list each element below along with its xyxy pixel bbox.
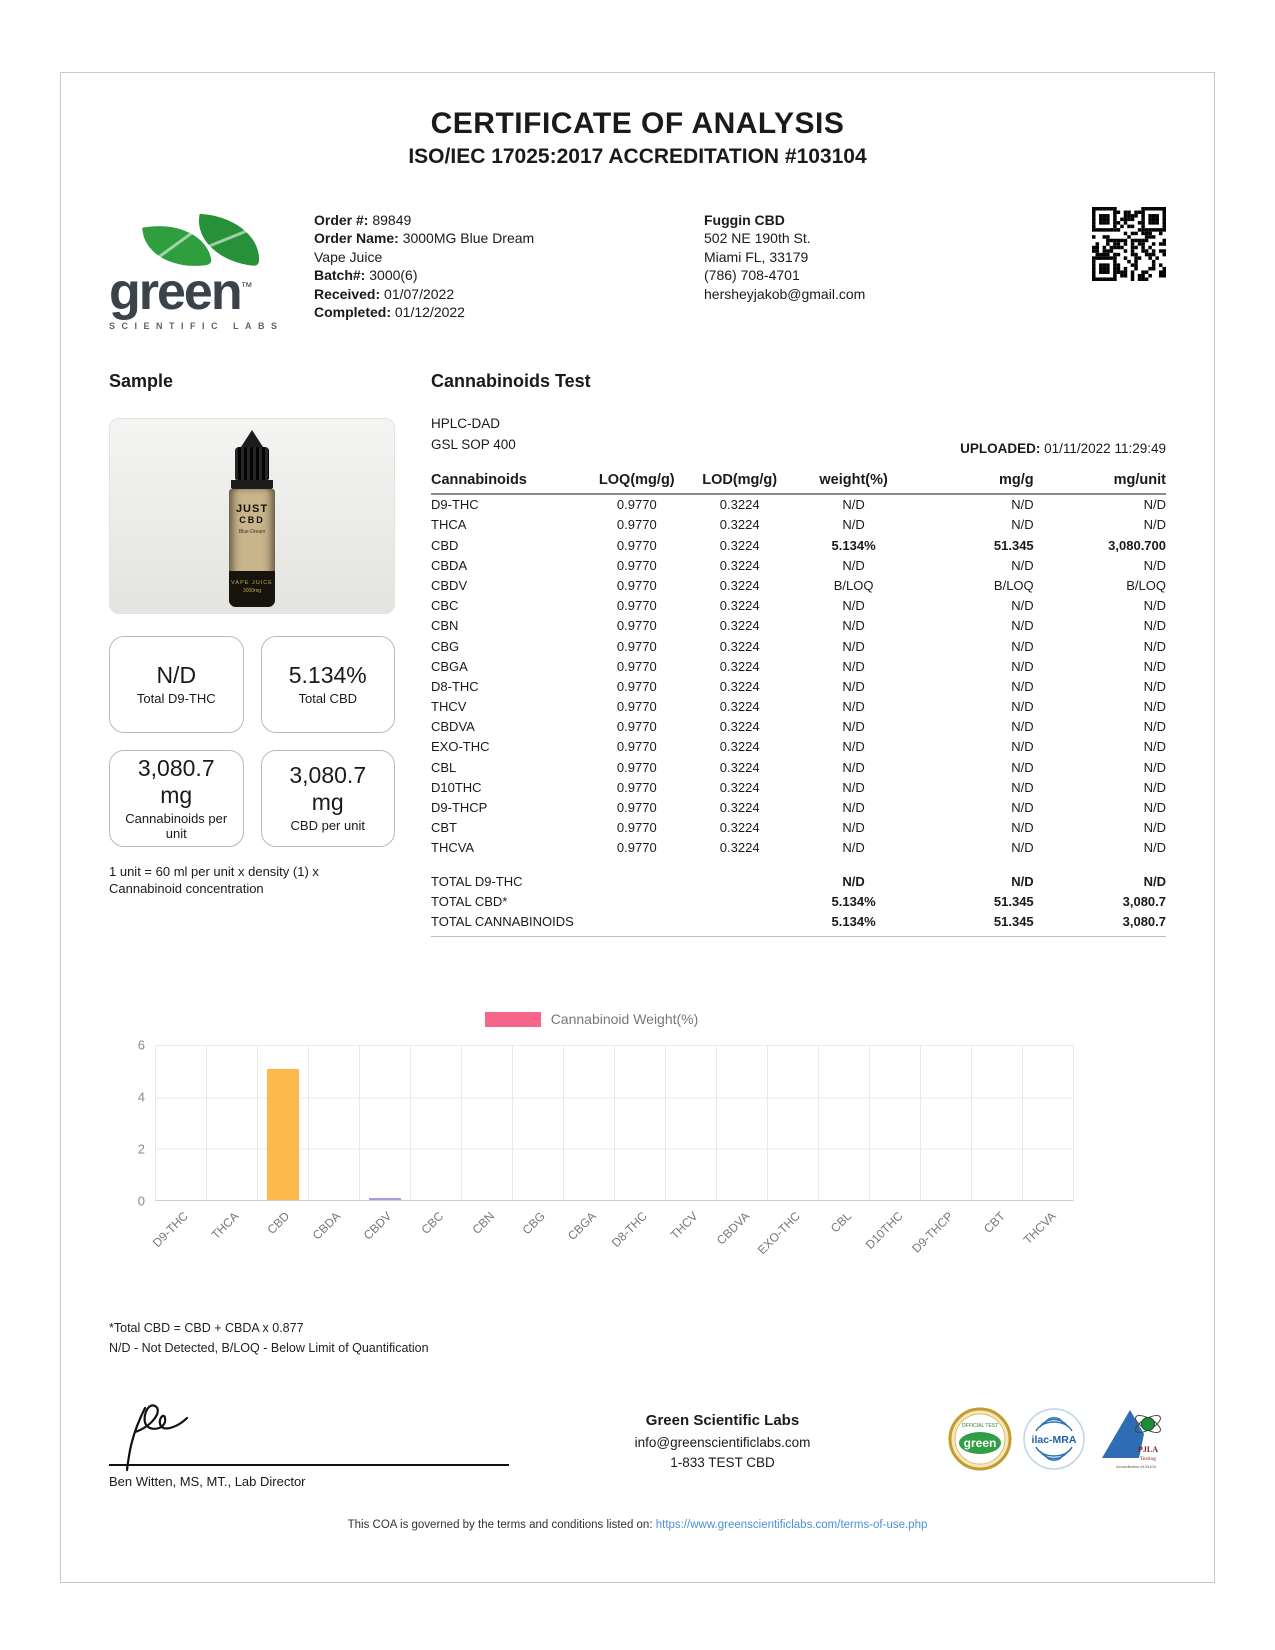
x-tick-label: CBL	[827, 1209, 855, 1236]
table-row: THCV 0.9770 0.3224 N/D N/D N/D	[431, 699, 1166, 715]
terms-line: This COA is governed by the terms and conditions listed on: https://www.greenscientificlabs.com/terms-of-use.php	[347, 1519, 928, 1532]
table-row: THCA 0.9770 0.3224 N/D N/D N/D	[431, 517, 1166, 533]
doc-header	[109, 107, 1166, 169]
footnotes	[109, 1319, 1166, 1358]
x-tick-label: CBG	[519, 1209, 548, 1238]
chart-column	[971, 1046, 1022, 1200]
customer-email: hersheyjakob@gmail.com	[704, 285, 866, 302]
sop-name: GSL SOP 400	[431, 436, 516, 452]
customer-phone: (786) 708-4701	[704, 267, 800, 284]
x-axis-labels	[149, 1201, 1074, 1285]
x-tick-label: CBDA	[310, 1209, 344, 1243]
table-row: D10THC 0.9770 0.3224 N/D N/D N/D	[431, 779, 1166, 795]
total-row: TOTAL D9-THC N/D N/D N/D	[431, 874, 1166, 890]
col-cannabinoids: Cannabinoids	[431, 468, 585, 494]
method-info	[431, 414, 516, 456]
completed-date: Completed: 01/12/2022	[314, 304, 465, 321]
customer-name: Fuggin CBD	[704, 212, 785, 228]
lab-contact	[509, 1392, 936, 1473]
chart-column	[767, 1046, 818, 1200]
chart-column	[716, 1046, 767, 1200]
table-row: CBN 0.9770 0.3224 N/D N/D N/D	[431, 618, 1166, 634]
x-tick-label: EXO-THC	[755, 1209, 804, 1258]
table-row: CBDA 0.9770 0.3224 N/D N/D N/D	[431, 557, 1166, 573]
signature-line	[109, 1392, 509, 1466]
customer-address1: 502 NE 190th St.	[704, 230, 811, 247]
bottle-band: VAPE JUICE 3000mg	[229, 571, 275, 607]
signature-block	[109, 1392, 509, 1489]
qr-code	[1092, 207, 1166, 281]
chart-column	[359, 1046, 410, 1200]
chart-column	[512, 1046, 563, 1200]
bottle-label: JUST CBD Blue Dream	[235, 502, 269, 535]
order-details	[314, 207, 564, 322]
x-tick-label: THCVA	[1020, 1209, 1059, 1248]
y-tick-label: 0	[137, 1193, 145, 1209]
chart-column	[155, 1046, 206, 1200]
lab-email: info@greenscientificlabs.com	[634, 1434, 811, 1450]
chart-column	[461, 1046, 512, 1200]
page-subtitle: ISO/IEC 17025:2017 ACCREDITATION #103104	[408, 145, 867, 168]
bottle-body	[229, 489, 275, 607]
x-tick-label: CBDV	[361, 1209, 395, 1243]
svg-text:green: green	[963, 1436, 997, 1451]
x-axis	[109, 1201, 1074, 1285]
chart-column	[614, 1046, 665, 1200]
x-tick-label: THCA	[208, 1209, 242, 1243]
signature-icon	[123, 1392, 219, 1476]
accreditation-badges	[936, 1392, 1166, 1472]
table-row: CBC 0.9770 0.3224 N/D N/D N/D	[431, 598, 1166, 614]
table-row: THCVA 0.9770 0.3224 N/D N/D N/D	[431, 840, 1166, 856]
table-row: CBGA 0.9770 0.3224 N/D N/D N/D	[431, 658, 1166, 674]
unit-note: 1 unit = 60 ml per unit x density (1) x Cannabinoid concentration	[109, 863, 319, 896]
table-row: CBD 0.9770 0.3224 5.134% 51.345 3,080.700	[431, 537, 1166, 553]
x-tick-label: D8-THC	[608, 1209, 650, 1251]
total-row: TOTAL CBD* 5.134% 51.345 3,080.7	[431, 894, 1166, 910]
info-row	[109, 207, 1166, 331]
col-mg-g: mg/g	[916, 468, 1034, 494]
chart-column	[920, 1046, 971, 1200]
customer-address2: Miami FL, 33179	[704, 248, 809, 265]
stat-boxes	[109, 636, 395, 847]
document-page	[60, 72, 1215, 1583]
total-row: TOTAL CANNABINOIDS 5.134% 51.345 3,080.7	[431, 912, 1166, 937]
x-tick-label: CBDVA	[713, 1209, 753, 1248]
green-official-test-seal-icon	[948, 1407, 1012, 1471]
stat-box-total-cbd: 5.134% Total CBD	[261, 636, 396, 733]
leaf-icon	[145, 217, 314, 269]
lab-phone: 1-833 TEST CBD	[670, 1454, 775, 1470]
sample-heading: Sample	[109, 370, 174, 391]
svg-text:PJLA: PJLA	[1138, 1445, 1158, 1455]
uploaded-info: UPLOADED: 01/11/2022 11:29:49	[960, 440, 1166, 456]
col-mg-unit: mg/unit	[1034, 468, 1166, 494]
received-date: Received: 01/07/2022	[314, 285, 455, 302]
batch-number: Batch#: 3000(6)	[314, 267, 418, 284]
table-row: D8-THC 0.9770 0.3224 N/D N/D N/D	[431, 678, 1166, 694]
col-weight: weight(%)	[791, 468, 916, 494]
bottle-tip	[241, 430, 263, 447]
table-row: CBT 0.9770 0.3224 N/D N/D N/D	[431, 820, 1166, 836]
col-loq: LOQ(mg/g)	[585, 468, 688, 494]
logo-name: green	[109, 263, 241, 321]
svg-text:OFFICIAL TEST: OFFICIAL TEST	[961, 1423, 999, 1430]
chart-column	[1022, 1046, 1073, 1200]
order-name: Order Name: 3000MG Blue Dream Vape Juice	[314, 230, 535, 265]
x-tick-label: CBD	[264, 1209, 293, 1238]
svg-text:Accreditation #103104: Accreditation #103104	[1116, 1464, 1156, 1470]
lab-name: Green Scientific Labs	[645, 1412, 800, 1430]
signature-row	[109, 1392, 1166, 1489]
vape-bottle-image	[227, 430, 277, 607]
x-tick-label: CBT	[980, 1209, 1008, 1237]
legend-swatch	[485, 1012, 541, 1027]
svg-text:ilac-MRA: ilac-MRA	[1031, 1434, 1077, 1447]
chart-body	[109, 1037, 1074, 1209]
ilac-mra-icon	[1022, 1407, 1086, 1471]
svg-text:Testing: Testing	[1139, 1456, 1157, 1463]
y-axis	[109, 1037, 155, 1209]
table-row: CBL 0.9770 0.3224 N/D N/D N/D	[431, 759, 1166, 775]
sample-column	[109, 371, 395, 938]
method-row	[431, 414, 1166, 456]
bar-chart-plot	[155, 1045, 1074, 1201]
table-header-row	[431, 468, 1166, 494]
x-tick-label: CBN	[468, 1209, 497, 1238]
chart-column	[869, 1046, 920, 1200]
stat-box-cbd-per-unit: 3,080.7 mg CBD per unit	[261, 750, 396, 847]
table-row: CBDVA 0.9770 0.3224 N/D N/D N/D	[431, 719, 1166, 735]
bar-cbdv	[369, 1198, 401, 1200]
x-tick-label: THCV	[668, 1209, 702, 1243]
chart-column	[308, 1046, 359, 1200]
x-tick-label: D9-THC	[149, 1209, 191, 1251]
test-heading: Cannabinoids Test	[431, 370, 591, 391]
x-tick-label: D9-THCP	[909, 1209, 957, 1257]
table-row: D9-THCP 0.9770 0.3224 N/D N/D N/D	[431, 800, 1166, 816]
method-name: HPLC-DAD	[431, 415, 501, 431]
bar-cbd	[267, 1069, 299, 1201]
legend-label: Cannabinoid Weight(%)	[550, 1011, 699, 1028]
logo-tagline: SCIENTIFIC LABS	[109, 320, 284, 331]
cannabinoid-chart	[109, 1011, 1166, 1285]
y-tick-label: 4	[137, 1089, 145, 1105]
chart-column	[410, 1046, 461, 1200]
x-tick-label: D10THC	[862, 1209, 906, 1253]
bottle-cap	[235, 447, 269, 480]
bottle-shoulder	[231, 480, 273, 489]
chart-column	[665, 1046, 716, 1200]
cannabinoids-table	[431, 468, 1166, 938]
table-row: EXO-THC 0.9770 0.3224 N/D N/D N/D	[431, 739, 1166, 755]
product-photo	[109, 418, 395, 614]
customer-details	[704, 207, 994, 303]
trademark-symbol: ™	[240, 279, 253, 294]
lab-logo	[109, 207, 314, 331]
test-column	[431, 371, 1166, 938]
x-tick-label: CBC	[417, 1209, 446, 1238]
stat-box-cannabinoids-per-unit: 3,080.7 mg Cannabinoids per unit	[109, 750, 244, 847]
page-title: CERTIFICATE OF ANALYSIS	[430, 107, 845, 140]
table-row: CBG 0.9770 0.3224 N/D N/D N/D	[431, 638, 1166, 654]
footnote-total-cbd: *Total CBD = CBD + CBDA x 0.877	[109, 1321, 304, 1336]
y-tick-label: 2	[137, 1141, 145, 1157]
signer-name: Ben Witten, MS, MT., Lab Director	[109, 1474, 306, 1490]
chart-column	[818, 1046, 869, 1200]
col-lod: LOD(mg/g)	[688, 468, 791, 494]
chart-legend	[109, 1011, 1074, 1027]
table-row: D9-THC 0.9770 0.3224 N/D N/D N/D	[431, 497, 1166, 513]
y-tick-label: 6	[137, 1037, 145, 1053]
footnote-abbrev: N/D - Not Detected, B/LOQ - Below Limit of Quantification	[109, 1340, 429, 1355]
x-tick-label: CBGA	[564, 1209, 599, 1244]
stat-box-total-d9-thc: N/D Total D9-THC	[109, 636, 244, 733]
logo-wordmark	[109, 263, 314, 321]
order-number: Order #: 89849	[314, 212, 412, 228]
main-content	[109, 371, 1166, 938]
chart-column	[206, 1046, 257, 1200]
terms-link[interactable]: https://www.greenscientificlabs.com/terms-of-use.php	[655, 1519, 928, 1532]
chart-column	[563, 1046, 614, 1200]
pjla-testing-icon	[1096, 1406, 1166, 1472]
chart-column	[257, 1046, 308, 1200]
table-row: CBDV 0.9770 0.3224 B/LOQ B/LOQ B/LOQ	[431, 577, 1166, 593]
